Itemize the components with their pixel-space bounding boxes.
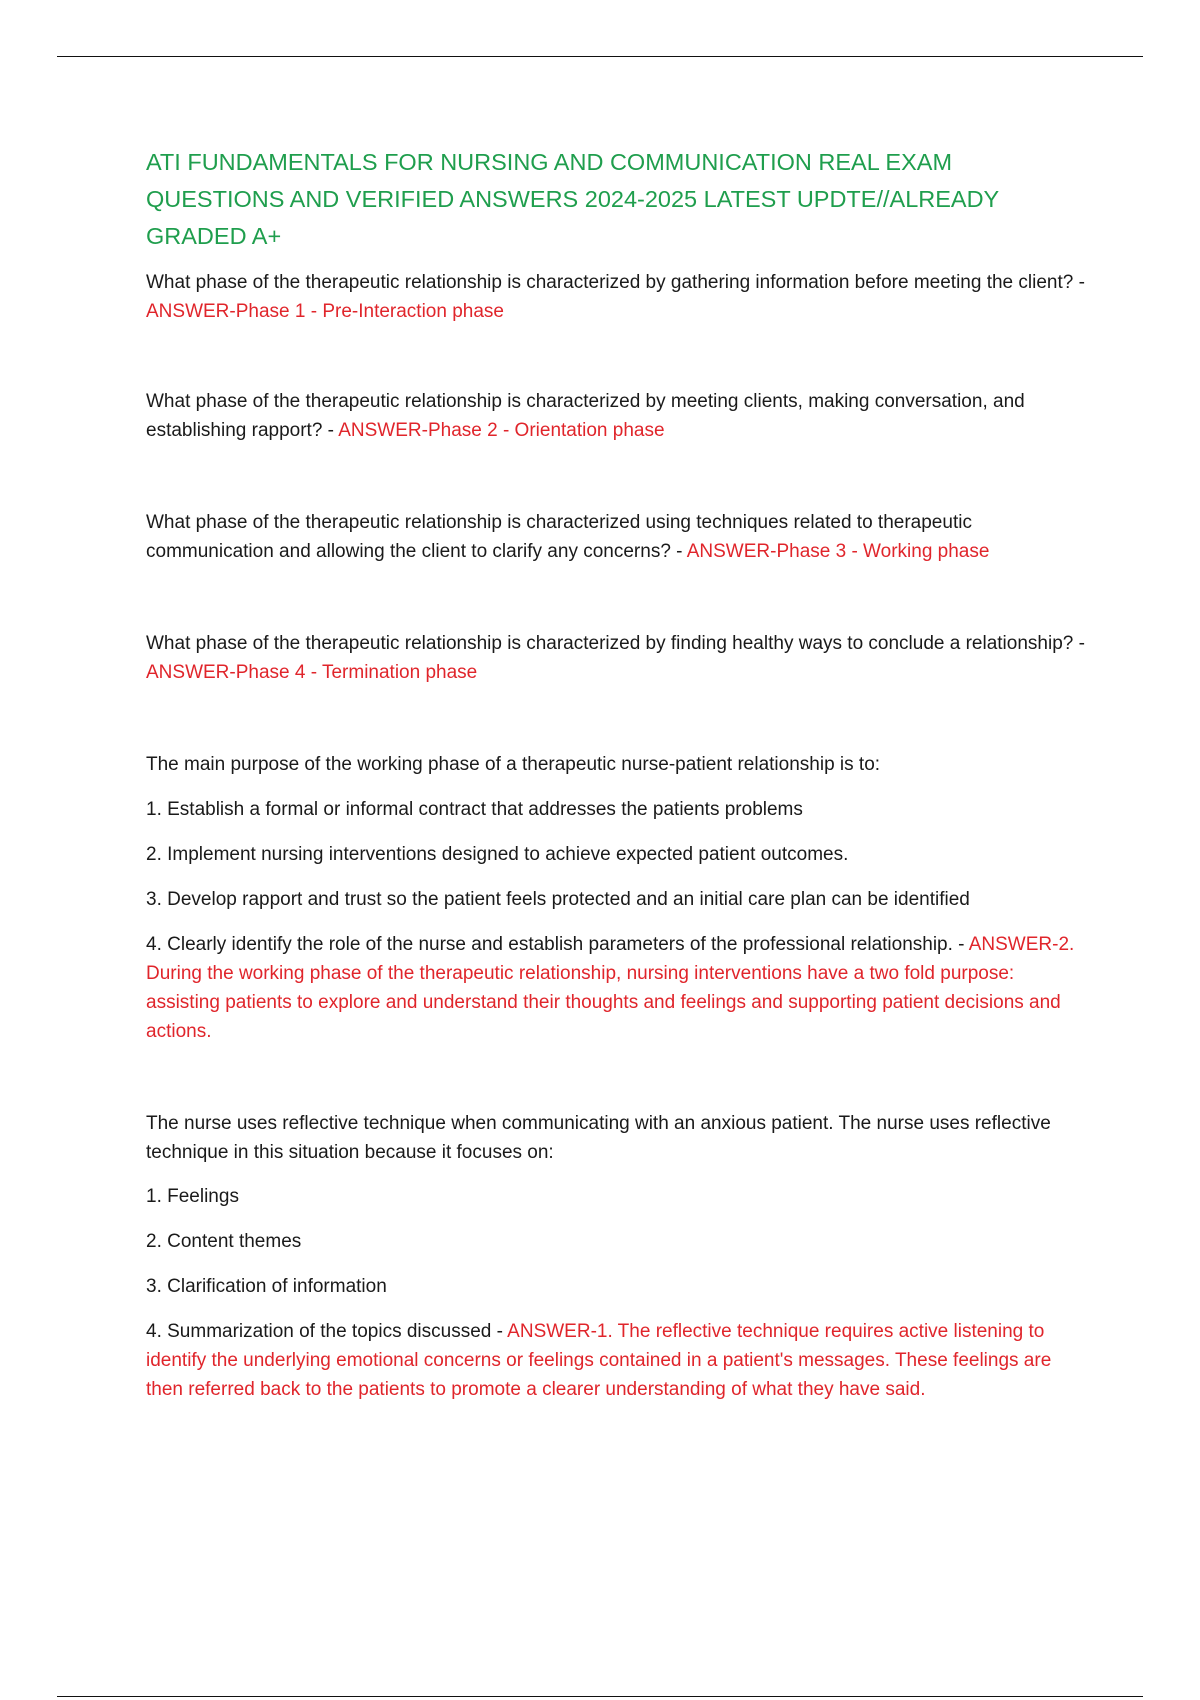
mcq1-option-4 (146, 930, 1088, 1046)
document-title: ATI FUNDAMENTALS FOR NURSING AND COMMUNICATION REAL EXAM QUESTIONS AND VERIFIED ANSWERS 2024-2025 LATEST UPDTE//ALREADY GRADED A+ (146, 149, 999, 249)
spacer (146, 687, 1088, 750)
spacer (146, 1256, 1088, 1272)
spacer (146, 869, 1088, 885)
qa-item-4 (146, 629, 1088, 687)
mcq2-stem: The nurse uses reflective technique when communicating with an anxious patient. The nurse uses reflective technique in this situation because it focuses on: (146, 1113, 1051, 1163)
answer-text: ANSWER-1. The reflective technique requires active listening to identify the underlying emotional concerns or feelings contained in a patient's messages. These feelings are then referred back to the patients to promote a clearer understanding of what they have said. (146, 1321, 1052, 1400)
document-body (146, 144, 1088, 1404)
spacer (146, 824, 1088, 840)
bottom-rule (57, 1696, 1143, 1697)
mcq1-option-3: 3. Develop rapport and trust so the patient feels protected and an initial care plan can be identified (146, 889, 970, 910)
answer-text: ANSWER-Phase 3 - Working phase (686, 541, 990, 562)
question-text: What phase of the therapeutic relationship is characterized by gathering information before meeting the client? - (146, 272, 1085, 293)
qa-item-1 (146, 268, 1088, 326)
option-text: 4. Clearly identify the role of the nurse and establish parameters of the professional relationship. - (146, 934, 969, 955)
mcq2-option-3: 3. Clarification of information (146, 1276, 387, 1297)
top-rule (57, 56, 1143, 57)
answer-text: ANSWER-Phase 2 - Orientation phase (338, 420, 665, 441)
mcq2-option-1: 1. Feelings (146, 1186, 239, 1207)
spacer (146, 566, 1088, 629)
spacer (146, 1301, 1088, 1317)
spacer (146, 1046, 1088, 1109)
mcq2-option-4 (146, 1317, 1088, 1404)
spacer (146, 1167, 1088, 1182)
answer-text: ANSWER-Phase 1 - Pre-Interaction phase (146, 301, 504, 322)
answer-text: ANSWER-Phase 4 - Termination phase (146, 662, 478, 683)
question-text: What phase of the therapeutic relationship is characterized using techniques related to therapeutic communication and allowing the client to clarify any concerns? - (146, 512, 972, 562)
option-text: 4. Summarization of the topics discussed - (146, 1321, 508, 1342)
mcq1-option-2: 2. Implement nursing interventions designed to achieve expected patient outcomes. (146, 844, 849, 865)
spacer (146, 914, 1088, 930)
answer-text: ANSWER-2. During the working phase of the therapeutic relationship, nursing interventions have a two fold purpose: assisting patients to explore and understand their thoughts and feelings and supporting patient decisions and actions. (146, 934, 1075, 1042)
qa-item-3 (146, 508, 1088, 566)
spacer (146, 445, 1088, 508)
question-text: What phase of the therapeutic relationship is characterized by meeting clients, making conversation, and establishing rapport? - (146, 391, 1025, 441)
mcq2-option-2: 2. Content themes (146, 1231, 302, 1252)
mcq1-option-1: 1. Establish a formal or informal contract that addresses the patients problems (146, 799, 803, 820)
mcq1-stem: The main purpose of the working phase of a therapeutic nurse-patient relationship is to: (146, 754, 881, 775)
spacer (146, 779, 1088, 795)
spacer (146, 326, 1088, 387)
spacer (146, 1211, 1088, 1227)
qa-item-2 (146, 387, 1088, 445)
question-text: What phase of the therapeutic relationship is characterized by finding healthy ways to conclude a relationship? - (146, 633, 1085, 654)
